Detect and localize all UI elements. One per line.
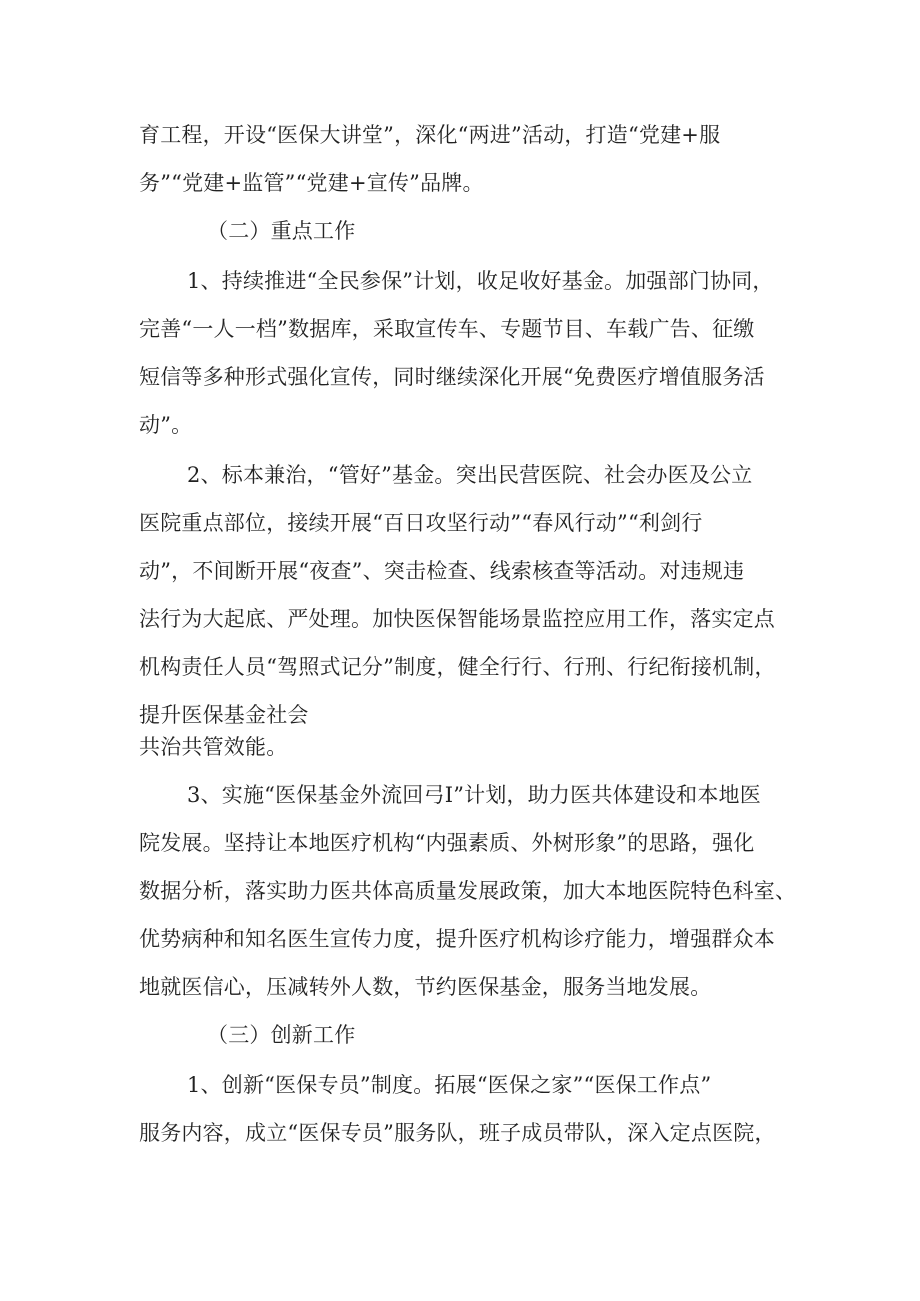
- text-line: 共治共管效能。: [139, 735, 288, 759]
- section-heading: （二）重点工作: [207, 219, 356, 243]
- text-line: 机构责任人员“驾照式记分”制度，健全行行、行刑、行纪衔接机制，: [139, 655, 776, 679]
- text-line: 短信等多种形式强化宣传，同时继续深化开展“免费医疗增值服务活: [139, 365, 765, 389]
- section-heading: （三）创新工作: [207, 1023, 356, 1047]
- text-line: 数据分析，落实助力医共体高质量发展政策，加大本地医院特色科室、: [139, 879, 797, 903]
- text-line: 1、创新“医保专员”制度。拓展“医保之家”“医保工作点”: [187, 1073, 712, 1097]
- text-line: 院发展。坚持让本地医疗机构“内强素质、外树形象”的思路，强化: [139, 831, 755, 855]
- text-line: 提升医保基金社会: [139, 703, 309, 727]
- text-line: 务”“党建+监管”“党建+宣传”品牌。: [139, 171, 484, 195]
- text-line: 动”，不间断开展“夜查”、突击检查、线索核查等活动。对违规违: [139, 559, 745, 583]
- text-line: 完善“一人一档”数据库，采取宣传车、专题节目、车载广告、征缴: [139, 317, 755, 341]
- text-line: 育工程，开设“医保大讲堂”，深化“两进”活动，打造“党建+服: [139, 123, 721, 147]
- text-line: 优势病种和知名医生宣传力度，提升医疗机构诊疗能力，增强群众本: [139, 927, 775, 951]
- text-line: 动”。: [139, 413, 193, 437]
- text-line: 2、标本兼治，“管好”基金。突出民营医院、社会办医及公立: [187, 463, 753, 487]
- text-line: 地就医信心，压减转外人数，节约医保基金，服务当地发展。: [139, 975, 712, 999]
- text-line: 1、持续推进“全民参保”计划，收足收好基金。加强部门协同，: [187, 269, 774, 293]
- text-line: 3、实施“医保基金外流回弓I”计划，助力医共体建设和本地医: [187, 783, 761, 807]
- text-line: 医院重点部位，接续开展“百日攻坚行动”“春风行动”“利剑行: [139, 511, 703, 535]
- text-line: 服务内容，成立“医保专员”服务队，班子成员带队，深入定点医院，: [139, 1121, 776, 1145]
- text-line: 法行为大起底、严处理。加快医保智能场景监控应用工作，落实定点: [139, 607, 775, 631]
